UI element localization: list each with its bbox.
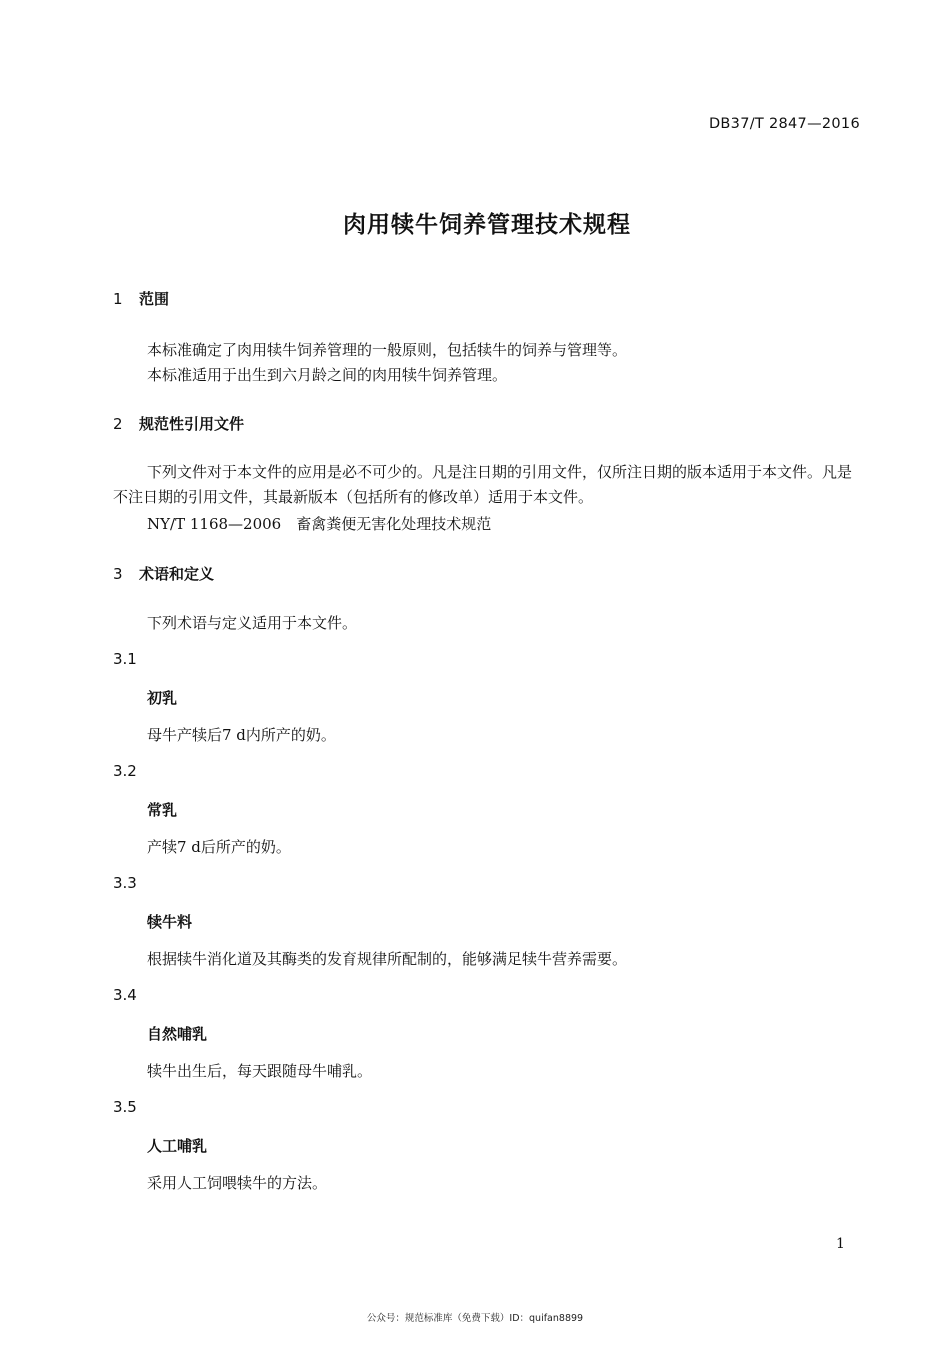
page-number: 1 — [836, 1236, 845, 1252]
clause-number: 3.2 — [113, 762, 137, 780]
normative-reference: NY/T 1168—2006 畜禽粪便无害化处理技术规范 — [147, 515, 492, 533]
paragraph: 下列术语与定义适用于本文件。 — [147, 614, 358, 632]
term: 犊牛料 — [147, 913, 193, 931]
term: 常乳 — [147, 801, 178, 819]
clause-number: 3.5 — [113, 1098, 137, 1116]
term-definition: 采用人工饲喂犊牛的方法。 — [147, 1174, 328, 1192]
paragraph: 本标准确定了肉用犊牛饲养管理的一般原则，包括犊牛的饲养与管理等。 — [147, 341, 628, 359]
term: 人工哺乳 — [147, 1137, 208, 1155]
term-definition: 根据犊牛消化道及其酶类的发育规律所配制的，能够满足犊牛营养需要。 — [147, 950, 628, 968]
paragraph: 本标准适用于出生到六月龄之间的肉用犊牛饲养管理。 — [147, 366, 508, 384]
term-definition: 产犊7 d后所产的奶。 — [147, 838, 291, 856]
section-number: 1 — [113, 290, 123, 308]
section-title: 范围 — [139, 290, 170, 308]
document-title: 肉用犊牛饲养管理技术规程 — [343, 212, 631, 238]
term: 初乳 — [147, 689, 178, 707]
clause-number: 3.1 — [113, 650, 137, 668]
clause-number: 3.4 — [113, 986, 137, 1004]
term-definition: 母牛产犊后7 d内所产的奶。 — [147, 726, 336, 744]
term-definition: 犊牛出生后，每天跟随母牛哺乳。 — [147, 1062, 373, 1080]
section-title: 规范性引用文件 — [139, 415, 245, 433]
paragraph: 下列文件对于本文件的应用是必不可少的。凡是注日期的引用文件，仅所注日期的版本适用于本文件。凡是不注日期的引用文件，其最新版本（包括所有的修改单）适用于本文件。 — [113, 463, 853, 506]
clause-number: 3.3 — [113, 874, 137, 892]
term: 自然哺乳 — [147, 1025, 208, 1043]
footer-note: 公众号：规范标准库（免费下载）ID：quifan8899 — [366, 1313, 584, 1324]
section-1-heading — [113, 288, 169, 309]
section-2-heading — [113, 413, 244, 434]
section-number: 2 — [113, 415, 123, 433]
section-title: 术语和定义 — [139, 565, 215, 583]
standard-code: DB37/T 2847—2016 — [708, 116, 860, 132]
section-number: 3 — [113, 565, 123, 583]
section-3-heading — [113, 563, 214, 584]
